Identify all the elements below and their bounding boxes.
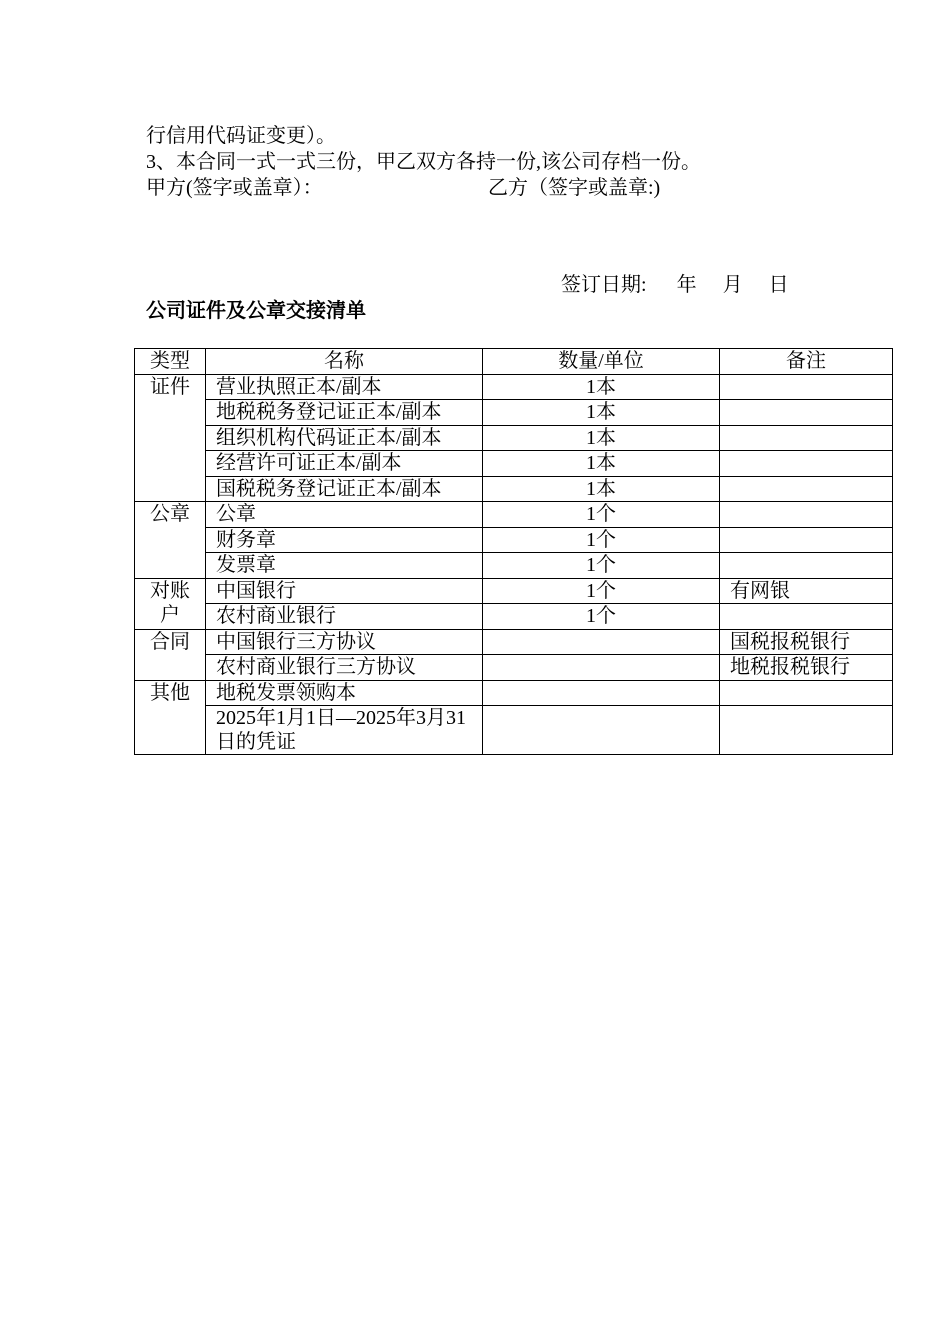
quantity-cell: 1本 (483, 374, 720, 400)
table-row (135, 604, 893, 630)
quantity-cell: 1本 (483, 476, 720, 502)
note-cell (720, 706, 893, 755)
category-cell: 证件 (135, 374, 206, 502)
note-cell: 地税报税银行 (720, 655, 893, 681)
note-cell (720, 527, 893, 553)
table-row (135, 374, 893, 400)
quantity-cell: 1个 (483, 502, 720, 528)
category-cell: 对账户 (135, 578, 206, 629)
sign-date-label: 签订日期: (561, 274, 647, 296)
note-cell (720, 502, 893, 528)
header-note: 备注 (720, 349, 893, 375)
table-row (135, 400, 893, 426)
item-name-cell: 经营许可证正本/副本 (206, 451, 483, 477)
item-name-cell: 农村商业银行 (206, 604, 483, 630)
table-row (135, 451, 893, 477)
quantity-cell: 1本 (483, 425, 720, 451)
table-row (135, 629, 893, 655)
quantity-cell: 1本 (483, 451, 720, 477)
quantity-cell: 1个 (483, 578, 720, 604)
party-b-signature-label: 乙方（签字或盖章:) (488, 177, 661, 199)
quantity-cell: 1个 (483, 527, 720, 553)
table-row (135, 553, 893, 579)
item-name-cell: 国税税务登记证正本/副本 (206, 476, 483, 502)
item-name-cell: 财务章 (206, 527, 483, 553)
category-cell: 其他 (135, 680, 206, 755)
header-name: 名称 (206, 349, 483, 375)
note-cell (720, 680, 893, 706)
note-cell: 有网银 (720, 578, 893, 604)
note-cell: 国税报税银行 (720, 629, 893, 655)
quantity-cell: 1个 (483, 553, 720, 579)
note-cell (720, 476, 893, 502)
category-cell: 合同 (135, 629, 206, 680)
contract-text-line-1: 行信用代码证变更）。 (146, 125, 336, 147)
note-cell (720, 451, 893, 477)
note-cell (720, 374, 893, 400)
category-cell: 公章 (135, 502, 206, 579)
item-name-cell: 地税发票领购本 (206, 680, 483, 706)
sign-date (561, 273, 789, 297)
handover-table (134, 348, 893, 755)
contract-text-line-2: 3、本合同一式一式三份，甲乙双方各持一份,该公司存档一份。 (146, 151, 701, 173)
table-row (135, 425, 893, 451)
quantity-cell (483, 655, 720, 681)
header-qty: 数量/单位 (483, 349, 720, 375)
item-name-cell: 中国银行 (206, 578, 483, 604)
note-cell (720, 425, 893, 451)
quantity-cell (483, 706, 720, 755)
item-name-cell: 公章 (206, 502, 483, 528)
note-cell (720, 553, 893, 579)
note-cell (720, 400, 893, 426)
table-header-row (135, 349, 893, 375)
quantity-cell: 1本 (483, 400, 720, 426)
table-row (135, 527, 893, 553)
item-name-cell: 营业执照正本/副本 (206, 374, 483, 400)
table-body (135, 374, 893, 755)
item-name-cell: 中国银行三方协议 (206, 629, 483, 655)
item-name-cell: 地税税务登记证正本/副本 (206, 400, 483, 426)
month-label: 月 (722, 274, 743, 296)
header-type: 类型 (135, 349, 206, 375)
table-row (135, 680, 893, 706)
table-row (135, 655, 893, 681)
quantity-cell: 1个 (483, 604, 720, 630)
year-label: 年 (676, 274, 697, 296)
note-cell (720, 604, 893, 630)
table-row (135, 476, 893, 502)
item-name-cell: 发票章 (206, 553, 483, 579)
item-name-cell: 组织机构代码证正本/副本 (206, 425, 483, 451)
table-row (135, 706, 893, 755)
quantity-cell (483, 629, 720, 655)
handover-list-title: 公司证件及公章交接清单 (146, 300, 366, 322)
table-row (135, 578, 893, 604)
party-a-signature-label: 甲方(签字或盖章）： (146, 177, 323, 199)
table-row (135, 502, 893, 528)
day-label: 日 (768, 274, 789, 296)
item-name-cell: 农村商业银行三方协议 (206, 655, 483, 681)
item-name-cell: 2025年1月1日—2025年3月31日的凭证 (206, 706, 483, 755)
quantity-cell (483, 680, 720, 706)
